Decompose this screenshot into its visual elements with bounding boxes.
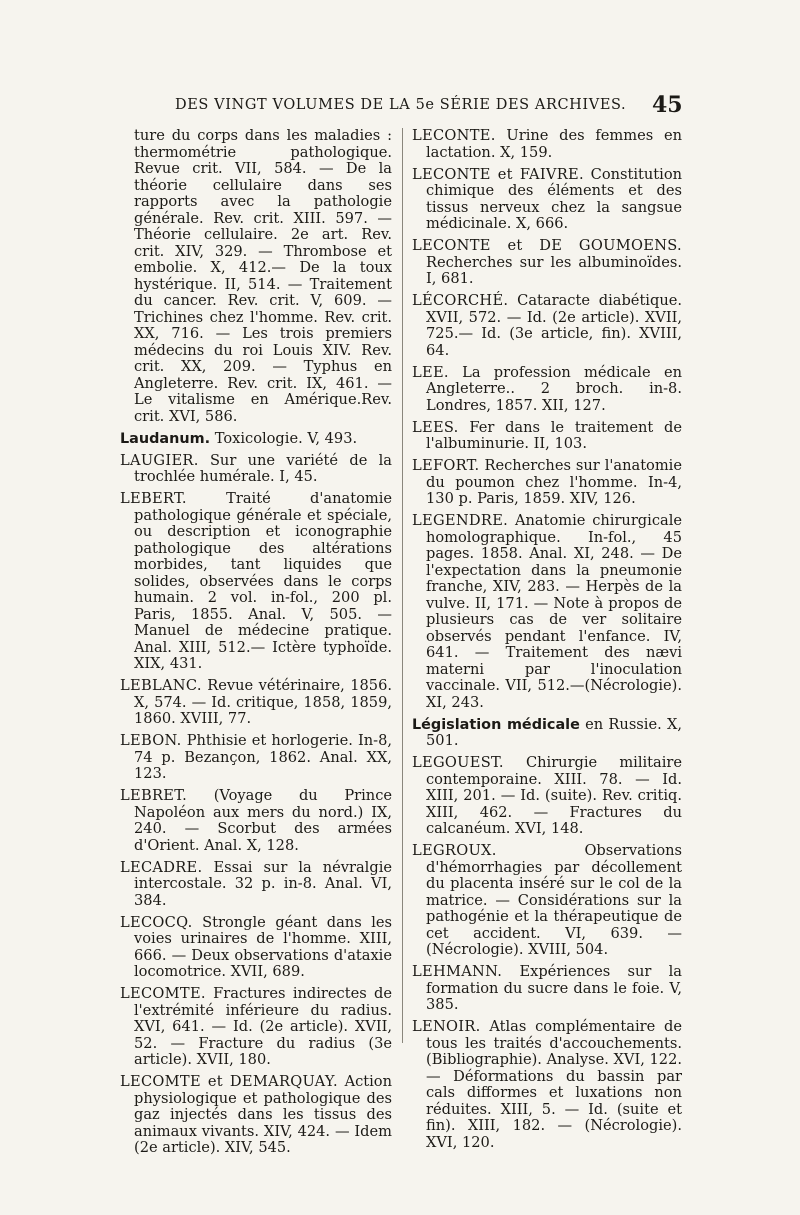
entry-heading: Législation médicale [412, 716, 580, 733]
entry-heading: LEGOUEST. [412, 754, 504, 771]
page-number: 45 [652, 92, 683, 118]
index-entry [120, 733, 392, 783]
index-entry [412, 238, 682, 288]
entry-text: Toxicologie. V, 493. [214, 429, 358, 447]
entry-heading: LÉCORCHÉ. [412, 292, 509, 309]
entry-text: Recherches sur les albuminoïdes. I, 681. [426, 253, 682, 287]
index-entry [120, 860, 392, 910]
entry-text: Action physiologique et pathologique des gaz injectés dans les tissus des animaux vivants. XIV, 424. — Idem (2e article). XIV, 545. [134, 1073, 392, 1156]
index-entry [412, 420, 682, 453]
entry-heading: LENOIR. [412, 1018, 481, 1035]
index-entry [412, 1019, 682, 1151]
entry-heading: LAUGIER. [120, 451, 199, 469]
entry-text: Essai sur la névralgie intercostale. 32 p. in-8. Anal. VI, 384. [134, 858, 392, 909]
entry-heading: LECOMTE et DEMARQUAY. [120, 1073, 338, 1090]
index-entry [412, 513, 682, 711]
index-entry [412, 293, 682, 359]
index-entry [120, 788, 392, 854]
index-entry [120, 678, 392, 728]
index-entry [412, 843, 682, 959]
entry-heading: LEBLANC. [120, 677, 202, 694]
entry-heading: LECONTE et FAIVRE. [412, 165, 584, 183]
entry-heading: LECONTE. [412, 127, 496, 144]
entry-text: Traité d'anatomie pathologique générale et spéciale, ou description et iconographie pathologique des altérations morbides, tant liquides que solides, observées dans le corps humain. 2 vol. in-fol., 200 pl. Paris, 1855. Anal. V, 505. — Manuel de médecine pratique. Anal. XIII, 512.— Ictère typhoïde. XIX, 431. [134, 490, 392, 672]
entry-text: Recherches sur l'anatomie du poumon chez l'homme. In-4, 130 p. Paris, 1859. XIV, 126. [426, 457, 682, 507]
index-entry [120, 128, 392, 425]
entry-heading: LECADRE. [120, 858, 203, 876]
entry-text: Expériences sur la formation du sucre dans le foie. V, 385. [426, 963, 683, 1013]
index-entry [120, 1074, 392, 1157]
column-divider [402, 128, 403, 1043]
entry-text: (Voyage du Prince Napoléon aux mers du nord.) IX, 240. — Scorbut des armées d'Orient. Anal. X, 128. [134, 787, 393, 854]
index-entry [120, 915, 392, 981]
left-column [120, 128, 392, 1162]
entry-text: Observations d'hémorrhagies par décollement du placenta inséré sur le col de la matrice. — Considérations sur la pathogénie et la thérapeutique de cet accident. VI, 639. — (Nécrologie). XVIII, 504. [426, 842, 682, 958]
index-entry [120, 491, 392, 673]
entry-heading: LEES. [412, 418, 459, 436]
entry-text: Constitution chimique des éléments et des tissus nerveux chez la sangsue médicinale. X, 666. [426, 165, 683, 232]
entry-heading: LEBON. [120, 732, 182, 749]
entry-text: Chirurgie militaire contemporaine. XIII. 78. — Id. XIII, 201. — Id. (suite). Rev. critiq. XIII, 462. — Fractures du calcanéum. XVI, 148. [426, 754, 683, 837]
entry-text: en Russie. X, 501. [426, 715, 683, 749]
index-entry [412, 964, 682, 1014]
entry-text: Urine des femmes en lactation. X, 159. [426, 127, 682, 161]
index-entry [412, 128, 682, 161]
entry-heading: LEBRET. [120, 787, 188, 804]
entry-text: Sur une variété de la trochlée humérale. I, 45. [134, 451, 392, 485]
index-entry [120, 431, 392, 448]
index-entry [412, 755, 682, 838]
entry-text: Fractures indirectes de l'extrémité inférieure du radius. XVI, 641. — Id. (2e article). XVII, 52. — Fracture du radius (3e article). XVII, 180. [134, 985, 392, 1068]
running-head: DES VINGT VOLUMES DE LA 5e SÉRIE DES ARCHIVES. [175, 97, 627, 113]
entry-heading: LEE. [412, 363, 449, 381]
index-entry [120, 453, 392, 486]
entry-text: La profession médicale en Angleterre.. 2 broch. in-8. Londres, 1857. XII, 127. [426, 363, 683, 414]
entry-text: Atlas complémentaire de tous les traités d'accouchements. (Bibliographie). Analyse. XVI, 122. — Déformations du bassin par cals difformes et luxations non réduites. XIII, 5. — Id. (suite et fin). XIII, 182. — (Nécrologie). XVI, 120. [426, 1018, 683, 1151]
entry-heading: LEGROUX. [412, 842, 497, 859]
entry-text: Revue vétérinaire, 1856. X, 574. — Id. critique, 1858, 1859, 1860. XVIII, 77. [134, 677, 392, 727]
entry-text: Phthisie et horlogerie. In-8, 74 p. Bezançon, 1862. Anal. XX, 123. [134, 732, 392, 782]
entry-text: ture du corps dans les maladies : thermométrie pathologique. Revue crit. VII, 584. — De la théorie cellulaire dans ses rapports avec la pathologie générale. Rev. crit. XIII. 597. — Théorie cellulaire. 2e art. Rev. crit. XIV, 329. — Thrombose et embolie. X, 412.— De la toux hystérique. II, 514. — Traitement du cancer. Rev. crit. V, 609. — Trichines chez l'homme. Rev. crit. XX, 716. — Les trois premiers médecins du roi Louis XIV. Rev. crit. XX, 209. — Typhus en Angleterre. Rev. crit. IX, 461. — Le vitalisme en Amérique.Rev. crit. XVI, 586. [134, 127, 392, 425]
entry-heading: Laudanum. [120, 430, 211, 447]
entry-text: Anatomie chirurgicale homolographique. In-fol., 45 pages. 1858. Anal. XI, 248. — De l'expectation dans la pneumonie franche, XIV, 283. — Herpès de la vulve. II, 171. — Note à propos de plusieurs cas de ver solitaire observés pendant l'enfance. IV, 641. — Traitement des nævi materni par l'inoculation vaccinale. VII, 512.—(Nécrologie). XI, 243. [426, 512, 682, 711]
index-entry [412, 365, 682, 415]
entry-heading: LEBERT. [120, 490, 187, 507]
entry-heading: LECONTE et DE GOUMOENS. [412, 237, 682, 254]
entry-heading: LEHMANN. [412, 963, 503, 980]
index-entry [412, 458, 682, 508]
entry-heading: LECOMTE. [120, 985, 206, 1002]
entry-text: Strongle géant dans les voies urinaires de l'homme. XIII, 666. — Deux observations d'ataxie locomotrice. XVII, 689. [134, 913, 392, 980]
entry-heading: LECOCQ. [120, 913, 193, 931]
index-entry [120, 986, 392, 1069]
index-entry [412, 167, 682, 233]
entry-text: Fer dans le traitement de l'albuminurie. II, 103. [426, 418, 682, 452]
entry-heading: LEFORT. [412, 457, 480, 474]
entry-heading: LEGENDRE. [412, 512, 509, 529]
index-entry [412, 717, 682, 750]
entry-text: Cataracte diabétique. XVII, 572. — Id. (2e article). XVII, 725.— Id. (3e article, fin). XVIII, 64. [426, 292, 682, 359]
right-column [412, 128, 682, 1157]
